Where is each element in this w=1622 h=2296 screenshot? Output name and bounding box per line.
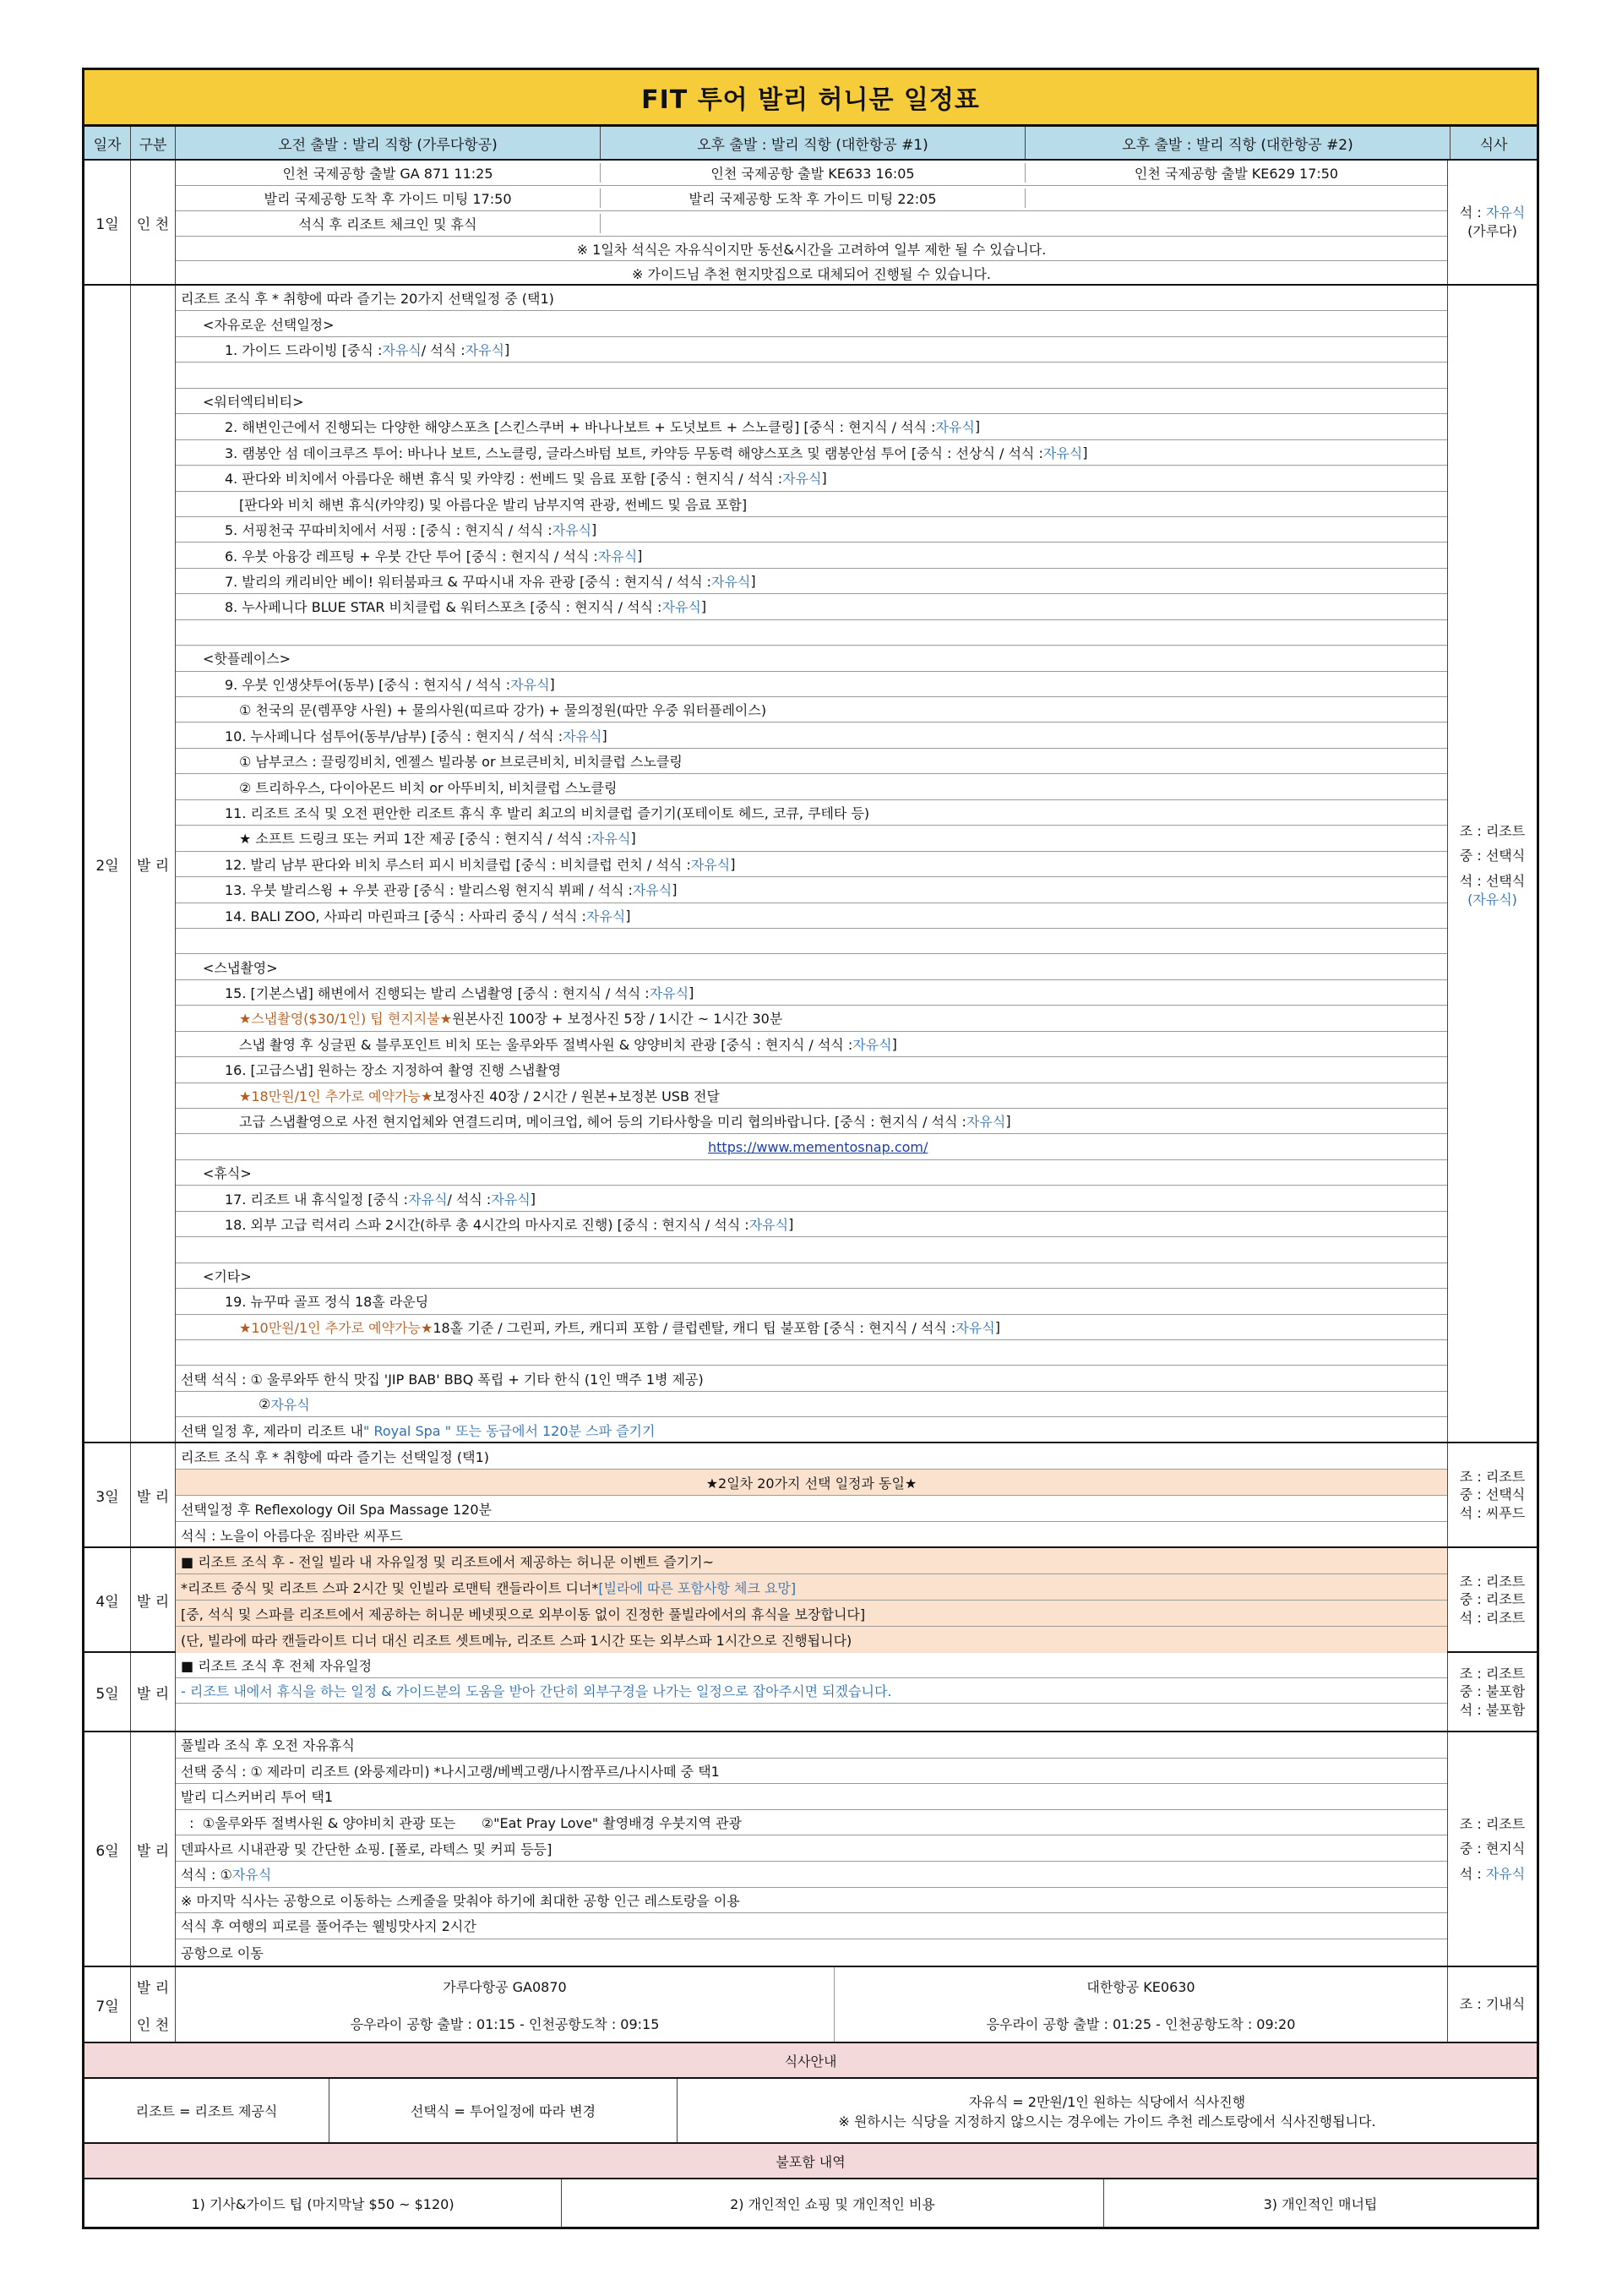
day2-line <box>176 1340 1447 1366</box>
day5-meal: 조 : 리조트 중 : 불포함 석 : 불포함 <box>1459 1665 1526 1718</box>
day2-line: 9. 우붓 인생샷투어(동부) [중식 : 현지식 / 석식 : 자유식 ] <box>176 672 1447 697</box>
day2-line <box>176 363 1447 388</box>
table-header <box>84 127 1537 161</box>
day3-loc: 발 리 <box>131 1443 176 1546</box>
excluded-title: 불포함 내역 <box>84 2144 1537 2179</box>
day2-line: 5. 서핑천국 꾸따비치에서 서핑 : [중식 : 현지식 / 석식 : 자유식 ] <box>176 517 1447 543</box>
day5-loc: 발 리 <box>131 1653 176 1731</box>
day7-loc: 발 리 인 천 <box>131 1967 176 2042</box>
day2-content <box>176 286 1448 1442</box>
day2-line: 리조트 조식 후 * 취향에 따라 즐기는 20가지 선택일정 중 (택1) <box>176 286 1447 311</box>
day2-line: <휴식> <box>176 1160 1447 1186</box>
day2-meal: 조 : 리조트 중 : 선택식 석 : 선택식 (자유식) <box>1459 822 1526 908</box>
day2-line: ② 트리하우스, 다이아몬드 비치 or 아뚜비치, 비치클럽 스노클링 <box>176 774 1447 799</box>
day2-line: 15. [기본스냅] 해변에서 진행되는 발리 스냅촬영 [중식 : 현지식 / 석식 : 자유식 ] <box>176 980 1447 1006</box>
day2-line: 19. 뉴꾸따 골프 정식 18홀 라운딩 <box>176 1289 1447 1314</box>
day1-flight-1-arrive: 발리 국제공항 도착 후 가이드 미팅 17:50 <box>176 188 601 208</box>
day7-day: 7일 <box>84 1967 131 2042</box>
day4-content: ■ 리조트 조식 후 - 전일 빌라 내 자유일정 및 리조트에서 제공하는 허니문 이벤트 즐기기~ *리조트 중식 및 리조트 스파 2시간 및 인빌라 로맨틱 캔들라이트 디너* [빌라에 따른 포함사항 체크 요망] [중, 석식 및 스파를 리조트에서 제공하는 허니문 베넷핏으로 외부이동 없이 진정한 풀빌라에서의 휴식을 보장합니다] (단, 빌라에 따라 캔들라이트 디너 대신 리조트 셋트메뉴, 리조트 스파 1시간 또는 외부스파 1시간으로 진행됩니다) <box>176 1548 1448 1651</box>
header-loc: 구분 <box>131 127 176 159</box>
day2-line: 16. [고급스냅] 원하는 장소 지정하여 촬영 진행 스냅촬영 <box>176 1057 1447 1083</box>
day1-note-1: ※ 1일차 석식은 자유식이지만 동선&시간을 고려하여 일부 제한 될 수 있습니다. <box>176 237 1447 261</box>
itinerary-table <box>82 68 1539 2229</box>
day2-line: ① 천국의 문(렘푸양 사원) + 물의사원(띠르따 강가) + 물의정원(따만 우중 워터플레이스) <box>176 697 1447 723</box>
day2-loc: 발 리 <box>131 286 176 1442</box>
day2-line: 선택 석식 : ① 울루와뚜 한식 맛집 'JIP BAB' BBQ 폭립 + 기타 한식 (1인 맥주 1병 제공) <box>176 1366 1447 1391</box>
day2-line: <스냅촬영> <box>176 954 1447 979</box>
day4-meal: 조 : 리조트 중 : 리조트 석 : 리조트 <box>1459 1573 1526 1626</box>
day1-checkin: 석식 후 리조트 체크인 및 휴식 <box>176 214 601 233</box>
header-afternoon-flight-1: 오후 출발 : 발리 직항 (대한항공 #1) <box>601 127 1026 159</box>
day1-note-2: ※ 가이드님 추천 현지맛집으로 대체되어 진행될 수 있습니다. <box>631 266 992 282</box>
meal-info-row: 리조트 = 리조트 제공식 선택식 = 투어일정에 따라 변경 자유식 = 2만원/1인 원하는 식당에서 식사진행 ※ 원하시는 식당을 지정하지 않으시는 경우에는 가이드 추천 레스토랑에서 식사진행됩니다. <box>84 2079 1537 2144</box>
day2-line: 스냅 촬영 후 싱글핀 & 블루포인트 비치 또는 울루와뚜 절벽사원 & 양양비치 관광 [중식 : 현지식 / 석식 : 자유식 ] <box>176 1032 1447 1057</box>
day2-line: <핫플레이스> <box>176 646 1447 671</box>
day1-loc: 인 천 <box>131 161 176 284</box>
day3-content: 리조트 조식 후 * 취향에 따라 즐기는 선택일정 (택1) ★2일차 20가지 선택 일정과 동일★ 선택일정 후 Reflexology Oil Spa Massage 120분 석식 : 노을이 아름다운 짐바란 씨푸드 <box>176 1443 1448 1546</box>
day2-line: 17. 리조트 내 휴식일정 [중식 : 자유식 / 석식 : 자유식 ] <box>176 1186 1447 1211</box>
day2-line: ① 남부코스 : 끌링낑비치, 엔젤스 빌라봉 or 브로큰비치, 비치클럽 스노클링 <box>176 749 1447 774</box>
day6-loc: 발 리 <box>131 1732 176 1966</box>
day2-line: ★스냅촬영($30/1인) 팁 현지지불★ 원본사진 100장 + 보정사진 5장 / 1시간 ~ 1시간 30분 <box>176 1006 1447 1031</box>
day3-day: 3일 <box>84 1443 131 1546</box>
day5-row <box>84 1653 1537 1732</box>
day2-line: 1. 가이드 드라이빙 [중식 : 자유식 / 석식 : 자유식 ] <box>176 337 1447 363</box>
day6-meal: 조 : 리조트 중 : 현지식 석 : 자유식 <box>1459 1815 1526 1882</box>
day6-row <box>84 1732 1537 1967</box>
day5-content: ■ 리조트 조식 후 전체 자유일정 - 리조트 내에서 휴식을 하는 일정 & 가이드분의 도움을 받아 간단히 외부구경을 나가는 일정으로 잡아주시면 되겠습니다. <box>176 1653 1448 1731</box>
day4-loc: 발 리 <box>131 1548 176 1651</box>
day1-row <box>84 161 1537 286</box>
day2-line: 7. 발리의 캐리비안 베이! 워터붐파크 & 꾸따시내 자유 관광 [중식 : 현지식 / 석식 : 자유식 ] <box>176 569 1447 594</box>
day2-line: ② 자유식 <box>176 1392 1447 1417</box>
day1-meal: 석 : 자유식 (가루다) <box>1459 205 1526 239</box>
day2-line <box>176 620 1447 646</box>
page-title: FIT 투어 발리 허니문 일정표 <box>84 70 1537 127</box>
day1-flight-1-depart: 인천 국제공항 출발 GA 871 11:25 <box>176 163 601 183</box>
day2-line: <기타> <box>176 1263 1447 1289</box>
day3-meal: 조 : 리조트 중 : 선택식 석 : 씨푸드 <box>1459 1468 1526 1521</box>
day2-line: 선택 일정 후, 제라미 리조트 내 " Royal Spa " 또는 동급에서 120분 스파 즐기기 <box>181 1422 656 1439</box>
meal-info-title: 식사안내 <box>84 2043 1537 2079</box>
header-afternoon-flight-2: 오후 출발 : 발리 직항 (대한항공 #2) <box>1026 127 1451 159</box>
day6-day: 6일 <box>84 1732 131 1966</box>
day1-flight-2-depart: 인천 국제공항 출발 KE633 16:05 <box>601 163 1026 183</box>
day2-line: <워터엑티비티> <box>176 389 1447 414</box>
day7-meal: 조 : 기내식 <box>1459 1996 1526 2013</box>
day2-line <box>176 1237 1447 1263</box>
day2-line: 고급 스냅촬영으로 사전 현지업체와 연결드리며, 메이크업, 헤어 등의 기타사항을 미리 협의바랍니다. [중식 : 현지식 / 석식 : 자유식 ] <box>176 1109 1447 1134</box>
day1-content <box>176 161 1448 284</box>
day1-flight-3-depart: 인천 국제공항 출발 KE629 17:50 <box>1134 166 1339 182</box>
day2-line: 14. BALI ZOO, 사파리 마린파크 [중식 : 사파리 중식 / 석식 : 자유식 ] <box>176 903 1447 929</box>
day2-line <box>176 929 1447 954</box>
day4-day: 4일 <box>84 1548 131 1651</box>
day2-row <box>84 286 1537 1443</box>
day2-line: ★18만원/1인 추가로 예약가능★ 보정사진 40장 / 2시간 / 원본+보정본 USB 전달 <box>176 1083 1447 1109</box>
day1-day: 1일 <box>84 161 131 284</box>
day2-line: 3. 램봉안 섬 데이크루즈 투어: 바나나 보트, 스노클링, 글라스바텀 보트, 카약등 무동력 해양스포츠 및 램봉안섬 투어 [중식 : 선상식 / 석식 : 자유식 ] <box>176 440 1447 466</box>
day4-row <box>84 1548 1537 1653</box>
day2-line: 18. 외부 고급 럭셔리 스파 2시간(하루 총 4시간의 마사지로 진행) [중식 : 현지식 / 석식 : 자유식 ] <box>176 1212 1447 1237</box>
day2-line: 12. 발리 남부 판다와 비치 루스터 피시 비치클럽 [중식 : 비치클럽 런치 / 석식 : 자유식 ] <box>176 852 1447 877</box>
day3-row <box>84 1443 1537 1548</box>
day7-row <box>84 1967 1537 2043</box>
day2-line: ★ 소프트 드링크 또는 커피 1잔 제공 [중식 : 현지식 / 석식 : 자유식 ] <box>176 826 1447 851</box>
day2-line: <자유로운 선택일정> <box>176 311 1447 336</box>
day1-flight-2-arrive: 발리 국제공항 도착 후 가이드 미팅 22:05 <box>601 188 1026 208</box>
day2-line: 4. 판다와 비치에서 아름다운 해변 휴식 및 카약킹 : 썬베드 및 음료 포함 [중식 : 현지식 / 석식 : 자유식 ] <box>176 466 1447 491</box>
day2-line: 6. 우붓 아융강 레프팅 + 우붓 간단 투어 [중식 : 현지식 / 석식 : 자유식 ] <box>176 543 1447 568</box>
day2-line: 2. 해변인근에서 진행되는 다양한 해양스포츠 [스킨스쿠버 + 바나나보트 + 도넛보트 + 스노클링] [중식 : 현지식 / 석식 : 자유식 ] <box>176 414 1447 439</box>
excluded-row: 1) 기사&가이드 팁 (마지막날 $50 ~ $120) 2) 개인적인 쇼핑 및 개인적인 비용 3) 개인적인 매너팁 <box>84 2179 1537 2227</box>
day2-line: 10. 누사페니다 섬투어(동부/남부) [중식 : 현지식 / 석식 : 자유식 ] <box>176 723 1447 748</box>
day2-line: 8. 누사페니다 BLUE STAR 비치클럽 & 워터스포츠 [중식 : 현지식 / 석식 : 자유식 ] <box>176 594 1447 619</box>
day2-line[interactable] <box>176 1134 1447 1159</box>
day7-korean-air: 대한항공 KE0630 응우라이 공항 출발 : 01:25 - 인천공항도착 : 09:20 <box>986 1978 1296 2032</box>
day2-line: 11. 리조트 조식 및 오전 편안한 리조트 휴식 후 발리 최고의 비치클럽 즐기기(포테이토 헤드, 코큐, 쿠테타 등) <box>176 800 1447 826</box>
day7-content <box>176 1967 1448 2042</box>
header-day: 일자 <box>84 127 131 159</box>
day5-day: 5일 <box>84 1653 131 1731</box>
day7-garuda: 가루다항공 GA0870 응우라이 공항 출발 : 01:15 - 인천공항도착 : 09:15 <box>176 1967 835 2042</box>
header-morning-flight: 오전 출발 : 발리 직항 (가루다항공) <box>176 127 601 159</box>
snap-link[interactable]: https://www.mementosnap.com/ <box>708 1138 928 1155</box>
day2-line: [판다와 비치 해변 휴식(카약킹) 및 아름다운 발리 남부지역 관광, 썬베드 및 음료 포함] <box>176 492 1447 517</box>
day2-line: 13. 우붓 발리스윙 + 우붓 관광 [중식 : 발리스윙 현지식 뷔페 / 석식 : 자유식 ] <box>176 877 1447 903</box>
day6-content: 풀빌라 조식 후 오전 자유휴식 선택 중식 : ① 제라미 리조트 (와룽제라미) *나시고랭/베벡고랭/나시짬푸르/나시사떼 중 택1 발리 디스커버리 투어 택1 : ①울루와뚜 절벽사원 & 양야비치 관광 또는 ②"Eat Pray Love" 촬영배경 우붓지역 관광 덴파사르 시내관광 및 간단한 쇼핑. [폴로, 라텍스 및 커피 등등] 석식 : ① 자유식 ※ 마지막 식사는 공항으로 이동하는 스케줄을 맞춰야 하기에 최대한 공항 인근 레스토랑을 이용 석식 후 여행의 피로를 풀어주는 웰빙맛사지 2시간 공항으로 이동 <box>176 1732 1448 1966</box>
header-meal: 식사 <box>1479 136 1508 154</box>
day2-line: ★10만원/1인 추가로 예약가능★ 18홀 기준 / 그린피, 카트, 캐디피 포함 / 클럽렌탈, 캐디 팁 불포함 [중식 : 현지식 / 석식 : 자유식 ] <box>176 1315 1447 1340</box>
day2-day: 2일 <box>84 286 131 1442</box>
